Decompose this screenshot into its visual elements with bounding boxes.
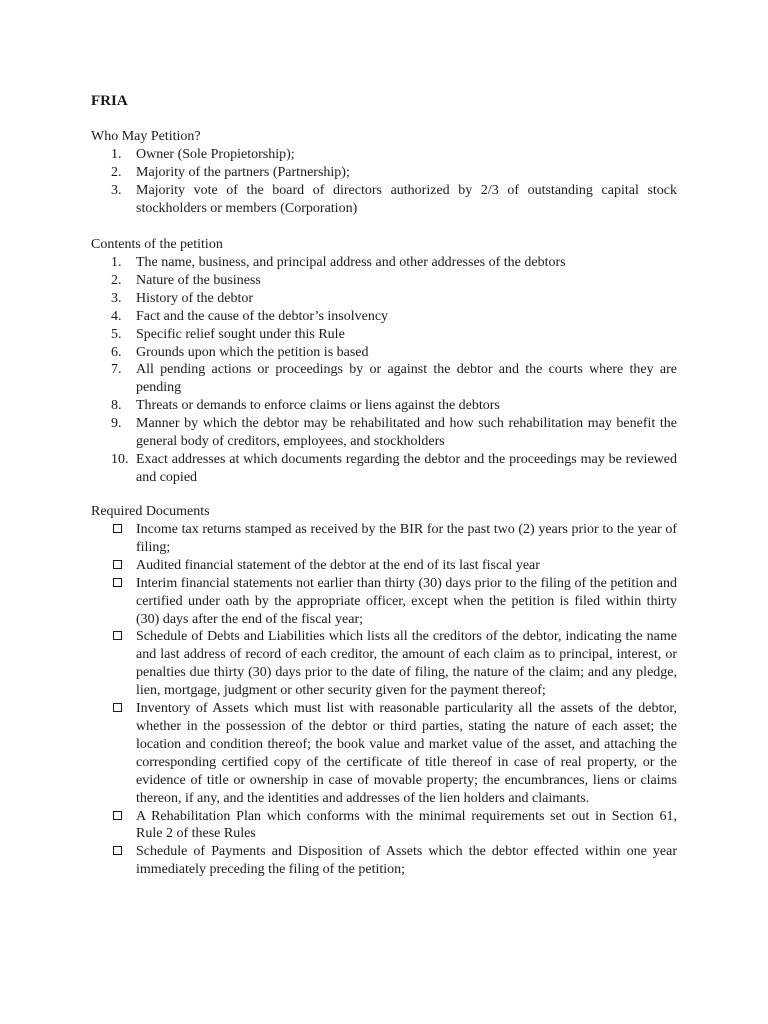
list-item: 9. Manner by which the debtor may be rehabilitated and how such rehabilitation may benefit the general body of creditors, employees, and stockholders bbox=[111, 416, 677, 450]
section-heading-contents: Contents of the petition bbox=[91, 237, 223, 252]
list-item: 8. Threats or demands to enforce claims or liens against the debtors bbox=[111, 398, 500, 414]
list-item: Schedule of Payments and Disposition of Assets which the debtor effected within one year immediately preceding the filing of the petition; bbox=[91, 843, 677, 879]
checkbox-icon bbox=[113, 846, 122, 855]
list-item: 1. Owner (Sole Propietorship); bbox=[111, 147, 295, 162]
checkbox-icon bbox=[113, 560, 122, 569]
list-item: Income tax returns stamped as received by the BIR for the past two (2) years prior to the year of filing; bbox=[91, 521, 677, 557]
checkbox-icon bbox=[113, 578, 122, 587]
list-item: 7. All pending actions or proceedings by or against the debtor and the courts where they are pending bbox=[111, 362, 677, 396]
list-item: 2. Majority of the partners (Partnership); bbox=[111, 164, 350, 180]
list-item: 6. Grounds upon which the petition is based bbox=[111, 344, 369, 360]
list-item: 4. Fact and the cause of the debtor’s insolvency bbox=[111, 308, 389, 324]
document-title: FRIA bbox=[91, 93, 128, 109]
list-item: 3. Majority vote of the board of directors authorized by 2/3 of outstanding capital stock stockholders or members (Corporation) bbox=[111, 182, 677, 216]
list-item: Interim financial statements not earlier than thirty (30) days prior to the filing of the petition and certified under oath by the appropriate officer, except when the petition is filed within thirty (30) days after the end of the fiscal year; bbox=[91, 575, 677, 629]
list-item: 5. Specific relief sought under this Rule bbox=[111, 326, 345, 342]
list-item: 10. Exact addresses at which documents regarding the debtor and the proceedings may be reviewed and copied bbox=[111, 451, 677, 485]
list-item: Inventory of Assets which must list with reasonable particularity all the assets of the debtor, whether in the possession of the debtor or third parties, stating the nature of each asset; the location and condition thereof; the book value and market value of the asset, and attaching the corresponding certified copy of the certificate of title thereof in case of real property, or the evidence of title or ownership in case of movable property; the encumbrances, liens or claims thereon, if any, and the identities and addresses of the lien holders and claimants. bbox=[91, 700, 677, 807]
checkbox-icon bbox=[113, 631, 122, 640]
required-documents-list bbox=[91, 521, 677, 879]
who-may-petition-list bbox=[91, 146, 677, 218]
list-item: Schedule of Debts and Liabilities which lists all the creditors of the debtor, indicating the name and last address of record of each creditor, the amount of each claim as to principal, interest, or penalties due thirty (30) days prior to the date of filing, the nature of the claim; and any pledge, lien, mortgage, judgment or other security given for the payment thereof; bbox=[91, 628, 677, 700]
contents-of-petition-list bbox=[91, 254, 677, 487]
checkbox-icon bbox=[113, 811, 122, 820]
section-heading-who-may-petition: Who May Petition? bbox=[91, 129, 201, 144]
list-item: 2. Nature of the business bbox=[111, 272, 261, 288]
list-item: A Rehabilitation Plan which conforms with the minimal requirements set out in Section 61, Rule 2 of these Rules bbox=[91, 808, 677, 844]
list-item: Audited financial statement of the debtor at the end of its last fiscal year bbox=[91, 557, 677, 575]
list-item: 3. History of the debtor bbox=[111, 290, 254, 306]
checkbox-icon bbox=[113, 524, 122, 533]
checkbox-icon bbox=[113, 703, 122, 712]
section-heading-required-documents: Required Documents bbox=[91, 504, 210, 519]
list-item: 1. The name, business, and principal address and other addresses of the debtors bbox=[111, 255, 566, 270]
